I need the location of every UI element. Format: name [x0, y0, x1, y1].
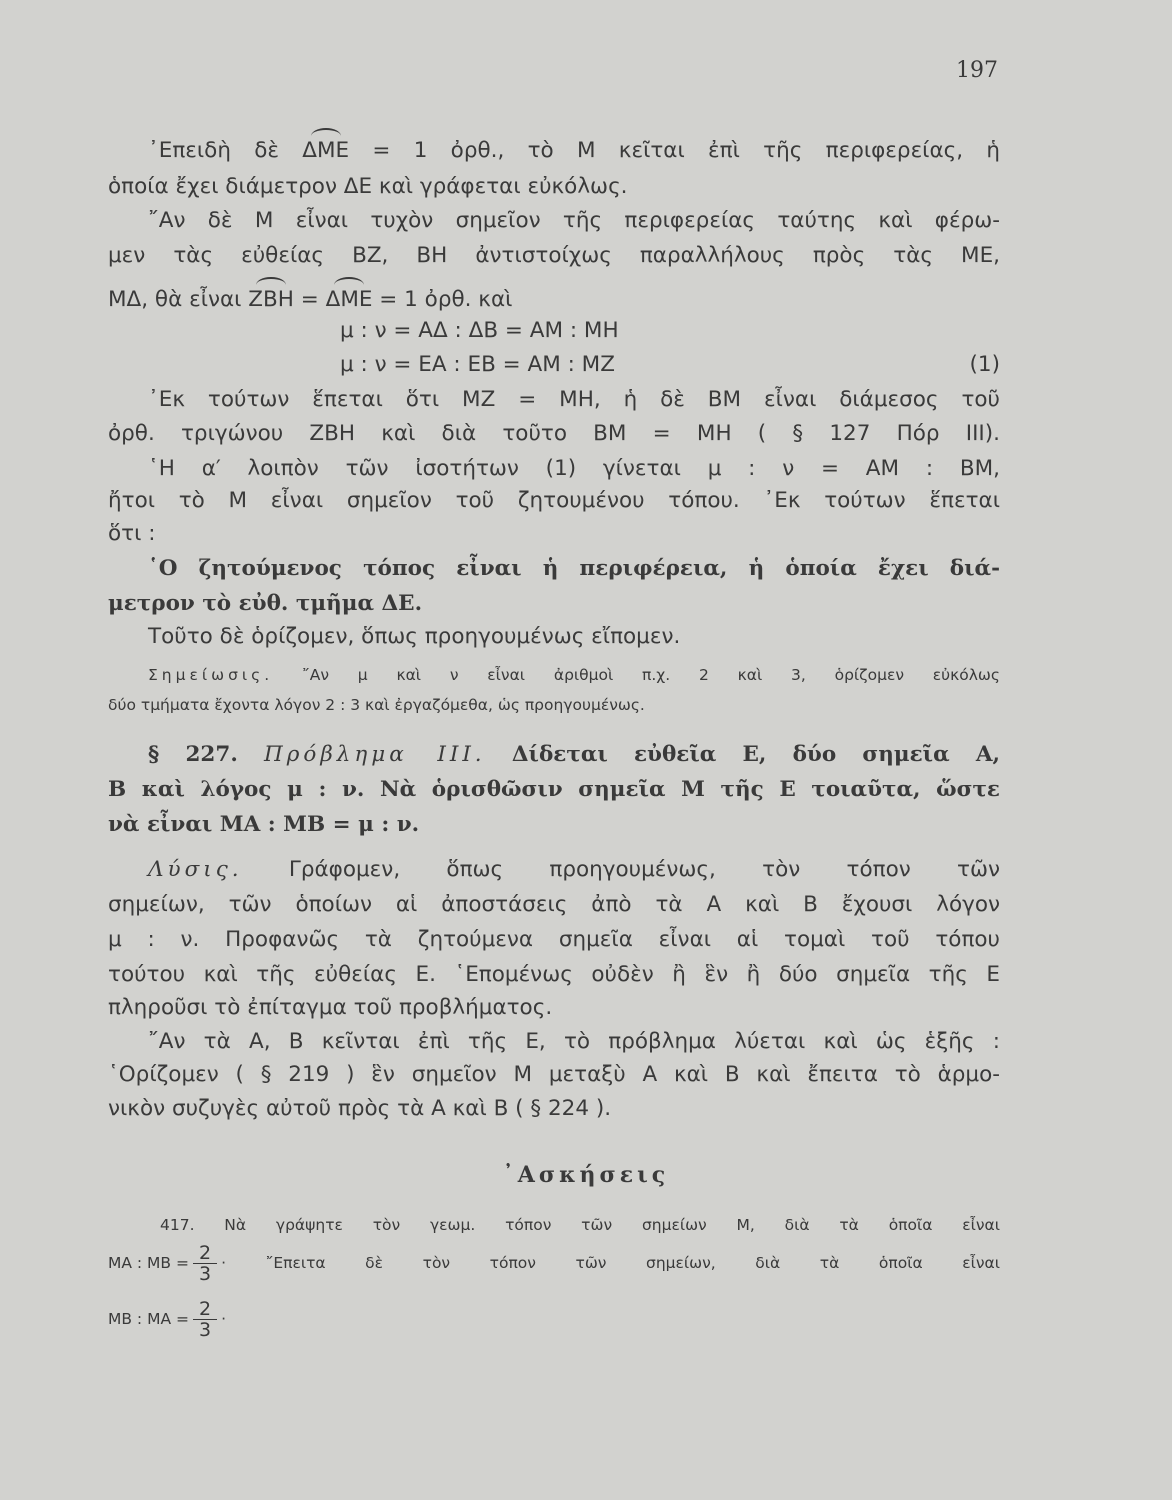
angle-arc-dme: ΔΜΕ — [302, 136, 349, 166]
text-segment: = 1 ὀρθ. καὶ — [372, 287, 513, 312]
equation-number: (1) — [969, 352, 1000, 377]
text-line-3: ῎Αν δὲ Μ εἶναι τυχὸν σημεῖον τῆς περιφερείας ταύτης καὶ φέρω- — [148, 208, 1000, 233]
fraction-denominator: 3 — [198, 1318, 212, 1341]
text-segment: ᾽Επειδὴ δὲ — [148, 138, 303, 163]
text-line-2: ὁποία ἔχει διάμετρον ΔΕ καὶ γράφεται εὐκόλως. — [108, 174, 628, 199]
text-line-9: ὀρθ. τριγώνου ΖΒΗ καὶ διὰ τοῦτο ΒΜ = ΜΗ ( § 127 Πόρ ΙΙΙ). — [108, 421, 1000, 446]
text-line-4: μεν τὰς εὐθείας ΒΖ, ΒΗ ἀντιστοίχως παραλλήλους πρὸς τὰς ΜΕ, — [108, 243, 1000, 268]
ratio-text: ΜΑ : ΜΒ = — [108, 1254, 189, 1272]
text-line-15: Τοῦτο δὲ ὁρίζομεν, ὅπως προηγουμένως εἴπομεν. — [148, 624, 681, 649]
problem-line-1 — [148, 740, 1000, 770]
note-line-1 — [148, 660, 1000, 690]
solution-line-2: σημείων, τῶν ὁποίων αἱ ἀποστάσεις ἀπὸ τὰ Α καὶ Β ἔχουσι λόγον — [108, 892, 1000, 917]
text-segment: = 1 ὀρθ., τὸ Μ κεῖται ἐπὶ τῆς περιφερείας, ἡ — [349, 138, 1000, 163]
solution-line-4: τούτου καὶ τῆς εὐθείας Ε. ῾Επομένως οὐδὲν ἢ ἓν ἢ δύο σημεῖα τῆς Ε — [108, 962, 1000, 987]
note-label: Σημείωσις. — [148, 666, 274, 684]
problem-title: Πρόβλημα ΙΙΙ. — [264, 742, 486, 767]
exercises-heading: ᾽Ασκήσεις — [502, 1162, 670, 1188]
solution-line-3: μ : ν. Προφανῶς τὰ ζητούμενα σημεῖα εἶναι αἱ τομαὶ τοῦ τόπου — [108, 927, 1000, 952]
fraction — [193, 1243, 217, 1284]
text-line-8: ᾽Εκ τούτων ἕπεται ὅτι ΜΖ = ΜΗ, ἡ δὲ ΒΜ εἶναι διάμεσος τοῦ — [148, 387, 1000, 412]
exercise-line-2 — [108, 1236, 1000, 1290]
text-line-11: ἤτοι τὸ Μ εἶναι σημεῖον τοῦ ζητουμένου τόπου. ᾽Εκ τούτων ἕπεται — [108, 488, 1000, 513]
exercise-line-1: 417. Νὰ γράψητε τὸν γεωμ. τόπον τῶν σημείων Μ, διὰ τὰ ὁποῖα εἶναι — [160, 1216, 1000, 1234]
text-segment: ῎Αν μ καὶ ν εἶναι ἀριθμοὶ π.χ. 2 καὶ 3, ὁρίζομεν εὐκόλως — [273, 666, 1000, 684]
section-number: § 227. — [148, 742, 265, 767]
problem-line-2: Β καὶ λόγος μ : ν. Νὰ ὁρισθῶσιν σημεῖα Μ τῆς Ε τοιαῦτα, ὥστε — [108, 777, 1000, 802]
theorem-line-1: ῾Ο ζητούμενος τόπος εἶναι ἡ περιφέρεια, ἡ ὁποία ἔχει διά- — [148, 556, 1000, 581]
text-segment: Γράφομεν, ὅπως προηγουμένως, τὸν τόπον τῶν — [242, 857, 1000, 882]
fraction-numerator: 2 — [193, 1243, 217, 1264]
text-segment: ΜΔ, θὰ εἶναι — [108, 287, 249, 312]
problem-line-3: νὰ εἶναι ΜΑ : ΜΒ = μ : ν. — [108, 812, 420, 837]
angle-arc-dme: ΔΜΕ — [326, 285, 373, 315]
text-segment: = — [293, 287, 326, 312]
text-segment: Δίδεται εὐθεῖα Ε, δύο σημεῖα Α, — [485, 742, 1001, 767]
exercise-line-3 — [108, 1292, 1000, 1346]
theorem-line-2: μετρον τὸ εὐθ. τμῆμα ΔΕ. — [108, 591, 423, 616]
solution-line-5: πληροῦσι τὸ ἐπίταγμα τοῦ προβλήματος. — [108, 995, 553, 1020]
text-line-12: ὅτι : — [108, 521, 156, 546]
text-line-5 — [108, 285, 1000, 315]
page-number: 197 — [956, 58, 998, 83]
solution-line-7: ῾Ορίζομεν ( § 219 ) ἓν σημεῖον Μ μεταξὺ Α καὶ Β καὶ ἔπειτα τὸ ἁρμο- — [108, 1062, 1000, 1087]
equation-line-2: μ : ν = ΕΑ : ΕΒ = ΑΜ : ΜΖ — [340, 352, 615, 377]
fraction-numerator: 2 — [193, 1299, 217, 1320]
fraction-denominator: 3 — [198, 1262, 212, 1285]
text-line-10: ῾Η α′ λοιπὸν τῶν ἰσοτήτων (1) γίνεται μ : ν = ΑΜ : ΒΜ, — [148, 456, 1000, 481]
fraction — [193, 1299, 217, 1340]
text-line-1 — [148, 136, 1000, 166]
solution-label: Λύσις. — [148, 857, 243, 882]
equation-line-1: μ : ν = ΑΔ : ΔΒ = ΑΜ : ΜΗ — [340, 318, 619, 343]
solution-line-8: νικὸν συζυγὲς αὐτοῦ πρὸς τὰ Α καὶ Β ( § 224 ). — [108, 1096, 612, 1121]
solution-line-1 — [148, 855, 1000, 885]
solution-line-6: ῎Αν τὰ Α, Β κεῖνται ἐπὶ τῆς Ε, τὸ πρόβλημα λύεται καὶ ὡς ἑξῆς : — [148, 1029, 1000, 1054]
ratio-text: ΜΒ : ΜΑ = — [108, 1310, 189, 1328]
text-segment: · — [221, 1310, 227, 1328]
text-segment: · ῎Επειτα δὲ τὸν τόπον τῶν σημείων, διὰ τὰ ὁποῖα εἶναι — [221, 1254, 1000, 1272]
note-line-2: δύο τμήματα ἔχοντα λόγον 2 : 3 καὶ ἐργαζόμεθα, ὡς προηγουμένως. — [108, 696, 645, 714]
angle-arc-zbh: ΖΒΗ — [248, 285, 294, 315]
